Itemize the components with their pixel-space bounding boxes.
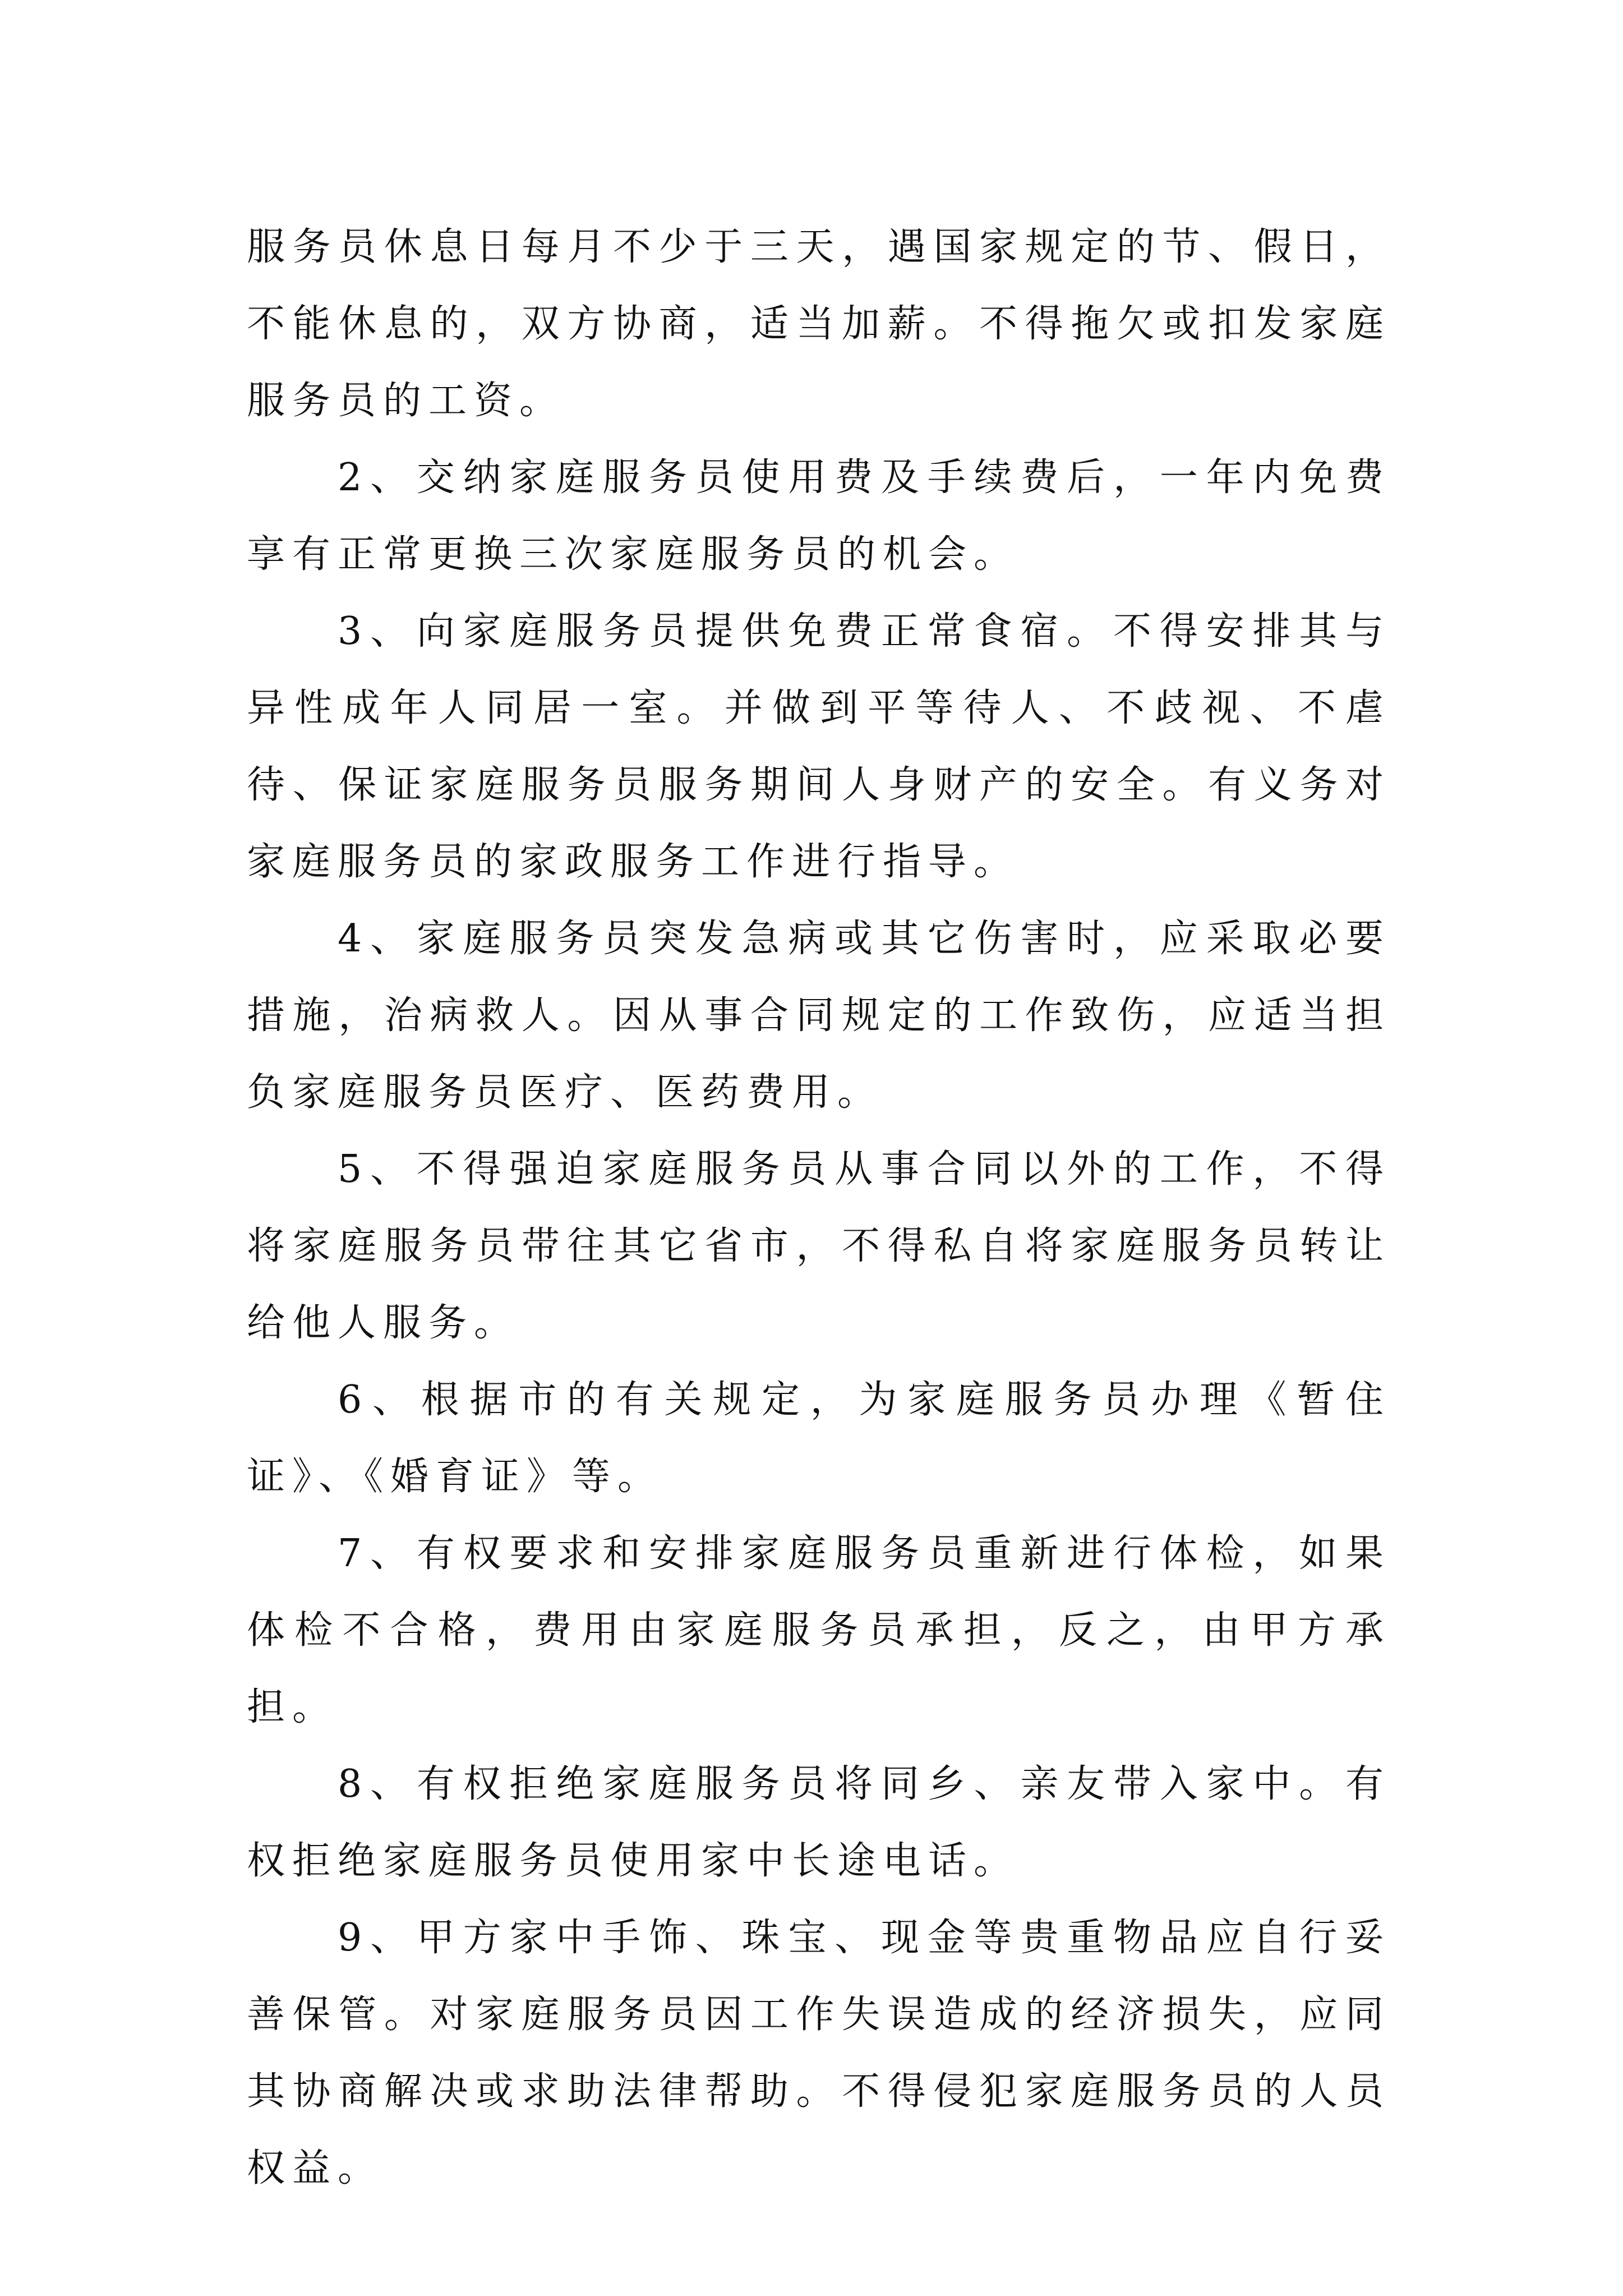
paragraph-item-7: 7、有权要求和安排家庭服务员重新进行体检，如果体检不合格，费用由家庭服务员承担，反之，由甲方承担。 bbox=[247, 1531, 1391, 1729]
paragraph-item-4: 4、家庭服务员突发急病或其它伤害时，应采取必要措施，治病救人。因从事合同规定的工作致伤，应适当担负家庭服务员医疗、医药费用。 bbox=[247, 917, 1391, 1115]
paragraph-continuation: 服务员休息日每月不少于三天，遇国家规定的节、假日，不能休息的，双方协商，适当加薪。不得拖欠或扣发家庭服务员的工资。 bbox=[247, 225, 1391, 423]
paragraph-item-9: 9、甲方家中手饰、珠宝、现金等贵重物品应自行妥善保管。对家庭服务员因工作失误造成的经济损失，应同其协商解决或求助法律帮助。不得侵犯家庭服务员的人员权益。 bbox=[247, 1916, 1391, 2191]
paragraph-item-6: 6、根据市的有关规定，为家庭服务员办理《暂住证》、《婚育证》等。 bbox=[247, 1378, 1391, 1499]
document-body bbox=[247, 209, 1391, 2207]
paragraph-item-5: 5、不得强迫家庭服务员从事合同以外的工作，不得将家庭服务员带往其它省市，不得私自将家庭服务员转让给他人服务。 bbox=[247, 1147, 1391, 1345]
paragraph-item-3: 3、向家庭服务员提供免费正常食宿。不得安排其与异性成年人同居一室。并做到平等待人、不歧视、不虐待、保证家庭服务员服务期间人身财产的安全。有义务对家庭服务员的家政服务工作进行指导。 bbox=[247, 609, 1391, 884]
paragraph-item-2: 2、交纳家庭服务员使用费及手续费后，一年内免费享有正常更换三次家庭服务员的机会。 bbox=[247, 455, 1391, 577]
paragraph-item-8: 8、有权拒绝家庭服务员将同乡、亲友带入家中。有权拒绝家庭服务员使用家中长途电话。 bbox=[247, 1762, 1391, 1883]
